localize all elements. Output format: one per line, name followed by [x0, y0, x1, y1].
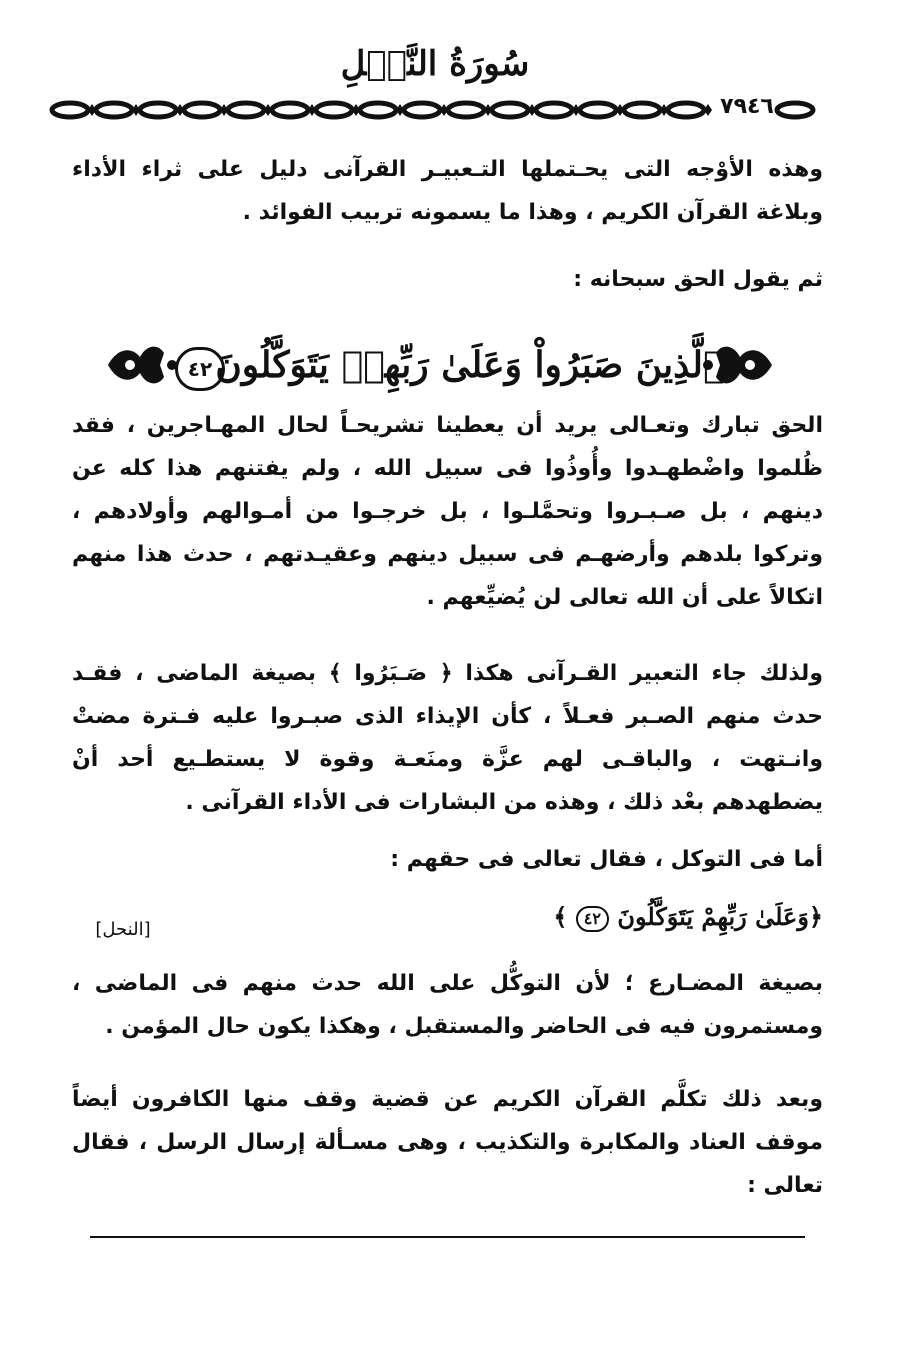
quoted-verse-text: ﴿وَعَلَىٰ رَبِّهِمْ يَتَوَكَّلُونَ	[617, 902, 823, 931]
quoted-verse	[240, 892, 823, 942]
verse-number-medallion: ٤٢	[175, 347, 225, 391]
footer-divider	[90, 1236, 805, 1238]
quoted-verse-number: ٤٢	[576, 906, 609, 932]
surah-reference: [النحل]	[95, 919, 151, 940]
paragraph-1: وهذه الأوْجه التى يحـتملها التـعبيـر القرآنى دليل على ثراء الأداء وبلاغة القرآن الكريم ، وهذا ما يسمونه تربيب الفوائد .	[72, 157, 823, 225]
quran-verse-text: ٱلَّذِينَ صَبَرُواْ وَعَلَىٰ رَبِّهِمۡ يَتَوَكَّلُونَ	[215, 344, 725, 386]
paragraph-6: بصيغة المضـارع ؛ لأن التوكُّل على الله حدث منهم فى الماضى ، ومستمرون فيه فى الحاضر والمستقبل ، وهكذا يكون حال المؤمن .	[72, 971, 823, 1039]
page-number: ٧٩٤٦	[720, 94, 774, 119]
paragraph-5: أما فى التوكل ، فقال تعالى فى حقهم :	[390, 847, 823, 872]
paragraph-3: الحق تبارك وتعـالى يريد أن يعطينا تشريحـاً لحال المهـاجرين ، فقد ظُلموا واضْطهـدوا وأُوذُوا فى سبيل الله ، ولم يفتنهم هذا كله عن دينهم ، بل صـبـروا وتحمَّلـوا ، بل خرجـوا من أمـوالهم وأولادهم ، وتركوا بلدهم وأرضهـم فى سبيل دينهم وعقيـدتهم ، حدث هذا منهم اتكالاً على أن الله تعالى لن يُضيِّعهم .	[72, 413, 823, 610]
paragraph-4: ولذلك جاء التعبير القـرآنى هكذا ﴿ صَـبَرُوا ﴾ بصيغة الماضى ، فقـد حدث منهم الصـبر فعـلاً ، كأن الإيذاء الذى صبـروا عليه فـترة مضتْ وانـتهت ، والباقـى لهم عزَّة ومنَعـة وقوة لا يستطـيع أحد أنْ يضطهدهم بعْد ذلك ، وهذه من البشارات فى الأداء القرآنى .	[72, 661, 823, 815]
quoted-verse-close-bracket: ﴾	[553, 902, 568, 931]
paragraph-2: ثم يقول الحق سبحانه :	[573, 267, 823, 292]
surah-title: سُورَةُ النَّحۡلِ	[340, 44, 530, 84]
paragraph-7: وبعد ذلك تكلَّم القرآن الكريم عن قضية وقف منها الكافرون أيضاً موقف العناد والمكابرة والتكذيب ، وهى مسـألة إرسال الرسل ، فقال تعالى :	[72, 1087, 823, 1198]
ornamental-header-rule	[48, 90, 818, 130]
